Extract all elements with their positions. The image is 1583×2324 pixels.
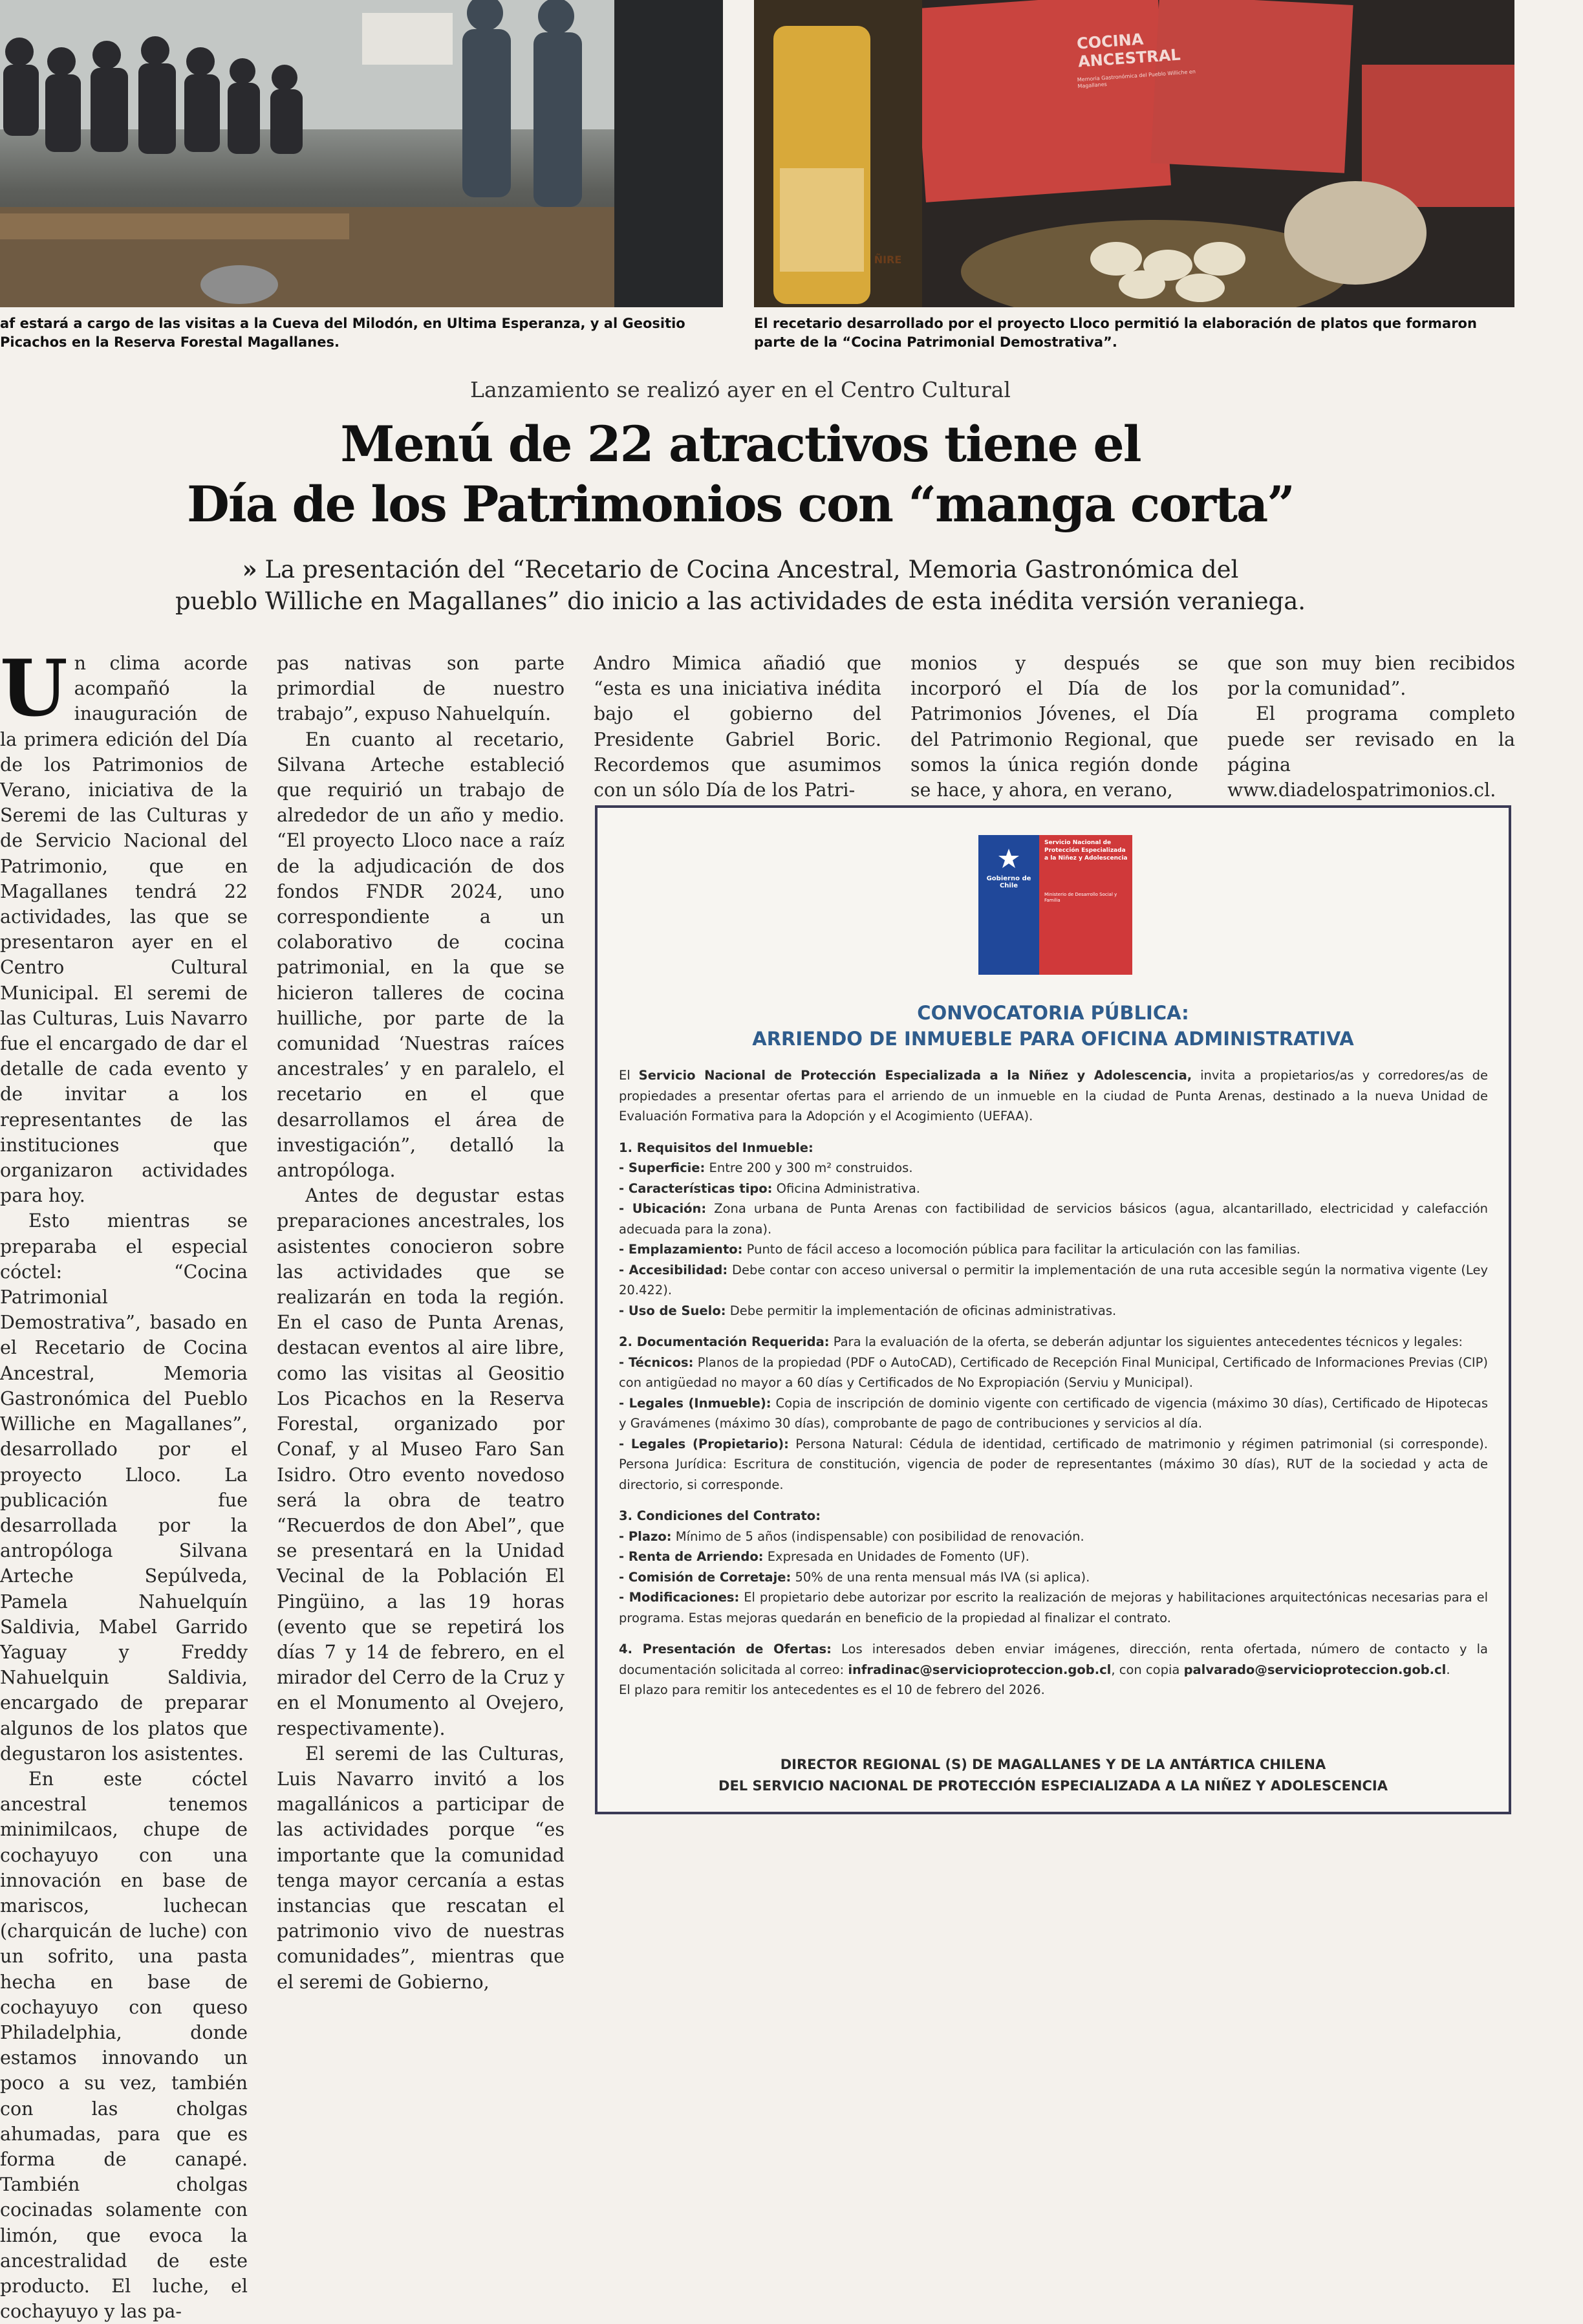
section-2-intro-text: Para la evaluación de la oferta, se deberán adjuntar los siguientes antecedentes técnicos y legales:: [829, 1334, 1463, 1349]
column-2-paragraph-4: El seremi de las Culturas, Luis Navarro invitó a los magallánicos a participar de las actividades porque “es importante que la comunidad tenga mayor cercanía a estas instancias que rescatan el patrimonio vivo de nuestras comunidades”, mientras que el seremi de Gobierno,: [277, 1743, 565, 1993]
requirement-label: - Ubicación:: [619, 1201, 707, 1216]
photo-audience-scene: [0, 0, 723, 307]
requirement-label: - Características tipo:: [619, 1180, 773, 1196]
column-2-paragraph-3: Antes de degustar estas preparaciones ancestrales, los asistentes conocieron sobre las actividades que se realizarán en toda la región. En el caso de Punta Arenas, destacan eventos al aire libre, como las visitas al Geositio Los Picachos en la Reserva Forestal, organizado por Conaf, y al Museo Faro San Isidro. Otro evento novedoso será la obra de teatro “Recuerdos de don Abel”, que se presentará en la Unidad Vecinal de la Población El Pingüino, a las 19 horas (evento que se repetirá los días 7 y 14 de febrero, en el mirador del Cerro de la Cruz y en el Monumento al Ovejero, respectivamente).: [277, 1185, 565, 1739]
requirement-text: Oficina Administrativa.: [772, 1180, 920, 1196]
requirement-label: - Accesibilidad:: [619, 1262, 728, 1277]
requirement-text: Copia de inscripción de dominio vigente con certificado de vigencia (máximo 30 días), Certificado de Hipotecas y Gravámenes (máximo 30 días), comprobante de pago de contribuciones y servicios al día.: [619, 1395, 1488, 1431]
article-subhead-line-2: pueblo Williche en Magallanes” dio inicio a las actividades de esta inédita versión veraniega.: [175, 587, 1306, 615]
requirement-label: - Plazo:: [619, 1528, 672, 1544]
requirement-item: [619, 1587, 1488, 1628]
signature-line-2: DEL SERVICIO NACIONAL DE PROTECCIÓN ESPECIALIZADA A LA NIÑEZ Y ADOLESCENCIA: [718, 1778, 1388, 1794]
logo-gob-label: Gobierno de Chile: [986, 875, 1031, 889]
section-3-title: 3. Condiciones del Contrato:: [619, 1508, 821, 1523]
requirement-text: Debe permitir la implementación de oficinas administrativas.: [726, 1303, 1117, 1318]
notice-intro-text: invita a propietarios/as y corredores/as de propiedades a presentar ofertas para el arriendo de un inmueble en la ciudad de Punta Arenas, destinado a la nueva Unidad de Evaluación Formativa para la Adopción y el Acogimiento (UEFAA).: [619, 1068, 1488, 1124]
requirement-label: - Legales (Inmueble):: [619, 1395, 771, 1411]
requirement-item: [619, 1526, 1488, 1547]
requirement-item: [619, 1158, 1488, 1178]
article-headline-line-1: Menú de 22 atractivos tiene el: [340, 415, 1141, 473]
requirement-item: [619, 1567, 1488, 1588]
notice-title: CONVOCATORIA PÚBLICA:: [917, 1002, 1189, 1024]
double-chevron-right-icon: »: [242, 555, 257, 583]
notice-body: [619, 1065, 1488, 1700]
article-subhead-line-1: [0, 553, 1481, 586]
photo-recipe-book: [754, 0, 1514, 307]
requirement-label: - Superficie:: [619, 1160, 705, 1175]
logo-text-area: [1039, 835, 1132, 975]
subhead-text-1: La presentación del “Recetario de Cocina Ancestral, Memoria Gastronómica del: [264, 556, 1239, 583]
article-column-4: [910, 651, 1198, 803]
logo-blue-lower: [978, 893, 1039, 975]
requirement-item: [619, 1547, 1488, 1567]
requirement-item: [619, 1199, 1488, 1239]
article-column-2: [277, 651, 565, 1995]
notice-subtitle: ARRIENDO DE INMUEBLE PARA OFICINA ADMINISTRATIVA: [752, 1028, 1354, 1050]
column-4-paragraph-1: monios y después se incorporó el Día de los Patrimonios Jóvenes, el Día del Patrimonio Regional, que somos la única región donde se hace, y ahora, en verano,: [910, 653, 1198, 801]
logo-ministry-name: Ministerio de Desarrollo Social y Familia: [1044, 892, 1117, 903]
requirement-item: [619, 1434, 1488, 1495]
article-column-1: [0, 651, 248, 2324]
section-4-text-2: , con copia: [1111, 1662, 1184, 1677]
requirement-item: [619, 1239, 1488, 1260]
section-4-text-3: .: [1446, 1662, 1450, 1677]
logo-service-name: Servicio Nacional de Protección Especializada a la Niñez y Adolescencia: [1044, 840, 1128, 862]
requirement-label: - Modificaciones:: [619, 1590, 740, 1605]
public-notice-box: [595, 805, 1511, 1814]
requirement-item: [619, 1301, 1488, 1321]
column-2-paragraph-2: En cuanto al recetario, Silvana Arteche estableció que requirió un trabajo de alrededor de un año y medio. “El proyecto Lloco nace a raíz de la adjudicación de dos fondos FNDR 2024, uno correspondiente a un colaborativo de cocina patrimonial, en la que se hicieron talleres de cocina huilliche, por parte de la comunidad ‘Nuestras raíces ancestrales’ y en paralelo, el recetario en el que desarrollamos el área de investigación”, detalló la antropóloga.: [277, 728, 565, 1182]
requirement-label: - Comisión de Corretaje:: [619, 1569, 792, 1585]
requirement-text: Planos de la propiedad (PDF o AutoCAD), Certificado de Recepción Final Municipal, Certificado de Informaciones Previas (CIP) con antigüedad no mayor a 60 días y Certificados de No Expropiación (Serviu y Municipal).: [619, 1354, 1488, 1390]
requirement-text: Punto de fácil acceso a locomoción pública para facilitar la articulación con las familias.: [742, 1242, 1300, 1257]
requirement-label: - Uso de Suelo:: [619, 1303, 726, 1318]
requirement-text: Entre 200 y 300 m² construidos.: [705, 1160, 913, 1175]
section-4: [619, 1639, 1488, 1680]
signature-line-1: DIRECTOR REGIONAL (S) DE MAGALLANES Y DE LA ANTÁRTICA CHILENA: [780, 1757, 1326, 1772]
section-4-deadline: El plazo para remitir los antecedentes es el 10 de febrero del 2026.: [619, 1682, 1045, 1697]
requirement-item: [619, 1260, 1488, 1301]
article-dropcap: U: [0, 651, 68, 734]
section-2-intro: [619, 1332, 1488, 1352]
requirement-text: Expresada en Unidades de Fomento (UF).: [763, 1549, 1029, 1564]
requirement-text: Debe contar con acceso universal o permitir la implementación de una ruta accesible según la normativa vigente (Ley 20.422).: [619, 1262, 1488, 1298]
requirement-item: [619, 1393, 1488, 1434]
column-5-paragraph-2: El programa completo puede ser revisado en la página www.diadelospatrimonios.cl.: [1227, 703, 1515, 801]
column-1-paragraph-3: En este cóctel ancestral tenemos minimilcaos, chupe de cochayuyo con una innovación en base de mariscos, luchecan (charquicán de luche) con un sofrito, una pasta hecha en base de cochayuyo con queso Philadelphia, donde estamos innovando un poco a su vez, también con las cholgas ahumadas, para que es forma de canapé. También cholgas cocinadas solamente con limón, que evoca la ancestralidad de este producto. El luche, el cochayuyo y las pa-: [0, 1768, 248, 2323]
book-cover-subtitle: Memoria Gastronómica del Pueblo Williche en Magallanes: [1077, 69, 1196, 89]
photo-caption-left: af estará a cargo de las visitas a la Cueva del Milodón, en Ultima Esperanza, y al Geositio Picachos en la Reserva Forestal Magallanes.: [0, 316, 685, 350]
section-1-list: [619, 1158, 1488, 1321]
column-5-paragraph-1: que son muy bien recibidos por la comunidad”.: [1227, 653, 1515, 700]
requirement-text: Zona urbana de Punta Arenas con factibilidad de servicios básicos (agua, alcantarillado, electricidad y calefacción adecuada para la zona).: [619, 1201, 1488, 1237]
contact-email-link[interactable]: infradinac@servicioproteccion.gob.cl: [848, 1662, 1112, 1677]
requirement-item: [619, 1352, 1488, 1393]
section-4-title: 4. Presentación de Ofertas:: [619, 1642, 832, 1656]
government-service-logo: [978, 835, 1132, 975]
requirement-text: El propietario debe autorizar por escrito la realización de mejoras y habilitaciones arquitectónicas necesarias para el programa. Estas mejoras quedarán en beneficio de la propiedad al finalizar el contrato.: [619, 1590, 1488, 1625]
article-headline-line-2: Día de los Patrimonios con “manga corta”: [186, 475, 1294, 533]
section-3-list: [619, 1526, 1488, 1629]
section-1-title: 1. Requisitos del Inmueble:: [619, 1140, 813, 1155]
notice-intro-org: Servicio Nacional de Protección Especializada a la Niñez y Adolescencia,: [638, 1068, 1192, 1083]
column-1-paragraph-2: Esto mientras se preparaba el especial cóctel: “Cocina Patrimonial Demostrativa”, basado en el Recetario de Cocina Ancestral, Memoria Gastronómica del Pueblo Williche en Magallanes”, desarrollado por el proyecto Lloco. La publicación fue desarrollada por la antropóloga Silvana Arteche Sepúlveda, Pamela Nahuelquín Saldivia, Mabel Garrido Yaguay y Freddy Nahuelquin Saldivia, encargado de preparar algunos de los platos que degustaron los asistentes.: [0, 1210, 248, 1765]
section-2-title: 2. Documentación Requerida:: [619, 1334, 830, 1349]
requirement-text: Mínimo de 5 años (indispensable) con posibilidad de renovación.: [671, 1528, 1084, 1544]
article-column-3: [594, 651, 881, 803]
star-icon: [998, 848, 1020, 870]
photo-caption-right: El recetario desarrollado por el proyecto Lloco permitió la elaboración de platos que formaron parte de la “Cocina Patrimonial Demostrativa”.: [754, 316, 1477, 350]
section-4-text-1: Los interesados deben enviar imágenes, dirección, renta ofertada, número de contacto y la documentación solicitada al correo:: [619, 1642, 1488, 1677]
column-1-paragraph-1: n clima acorde acompañó la inauguración de la primera edición del Día de los Patrimonios de Verano, iniciativa de la Seremi de las Culturas y de Servicio Nacional del Patrimonio, que en Magallanes tendrá 22 actividades, las que se presentaron ayer en el Centro Cultural Municipal. El seremi de las Culturas, Luis Navarro fue el encargado de dar el detalle de cada evento y de invitar a los representantes de las instituciones que organizaron actividades para hoy.: [0, 653, 248, 1207]
requirement-label: - Renta de Arriendo:: [619, 1549, 764, 1564]
requirement-label: - Técnicos:: [619, 1354, 694, 1370]
article-kicker: Lanzamiento se realizó ayer en el Centro Cultural: [470, 377, 1011, 402]
jar-label: ÑIRE: [874, 254, 902, 266]
requirement-label: - Emplazamiento:: [619, 1242, 743, 1257]
requirement-label: - Legales (Propietario):: [619, 1436, 789, 1451]
column-3-paragraph-1: Andro Mimica añadió que “esta es una iniciativa inédita bajo el gobierno del Presidente Gabriel Boric. Recordemos que asumimos con un sólo Día de los Patri-: [594, 653, 881, 801]
requirement-text: 50% de una renta mensual más IVA (si aplica).: [791, 1569, 1090, 1585]
requirement-text: Persona Natural: Cédula de identidad, certificado de matrimonio y régimen patrimonial (si corresponde). Persona Jurídica: Escritura de constitución, vigencia de poder de representantes (máximo 30 días), RUT de la sociedad y acta de directorio, si corresponde.: [619, 1436, 1488, 1492]
column-2-paragraph-1: pas nativas son parte primordial de nuestro trabajo”, expuso Nahuelquín.: [277, 653, 565, 725]
article-column-5: [1227, 651, 1515, 803]
photo-milodon-visit: [0, 0, 723, 307]
notice-intro-prefix: El: [619, 1068, 639, 1083]
section-2-list: [619, 1352, 1488, 1495]
book-cover-title: COCINA ANCESTRAL: [1076, 30, 1181, 71]
requirement-item: [619, 1178, 1488, 1199]
notice-intro: [619, 1065, 1488, 1127]
cc-email-link[interactable]: palvarado@servicioproteccion.gob.cl: [1183, 1662, 1447, 1677]
